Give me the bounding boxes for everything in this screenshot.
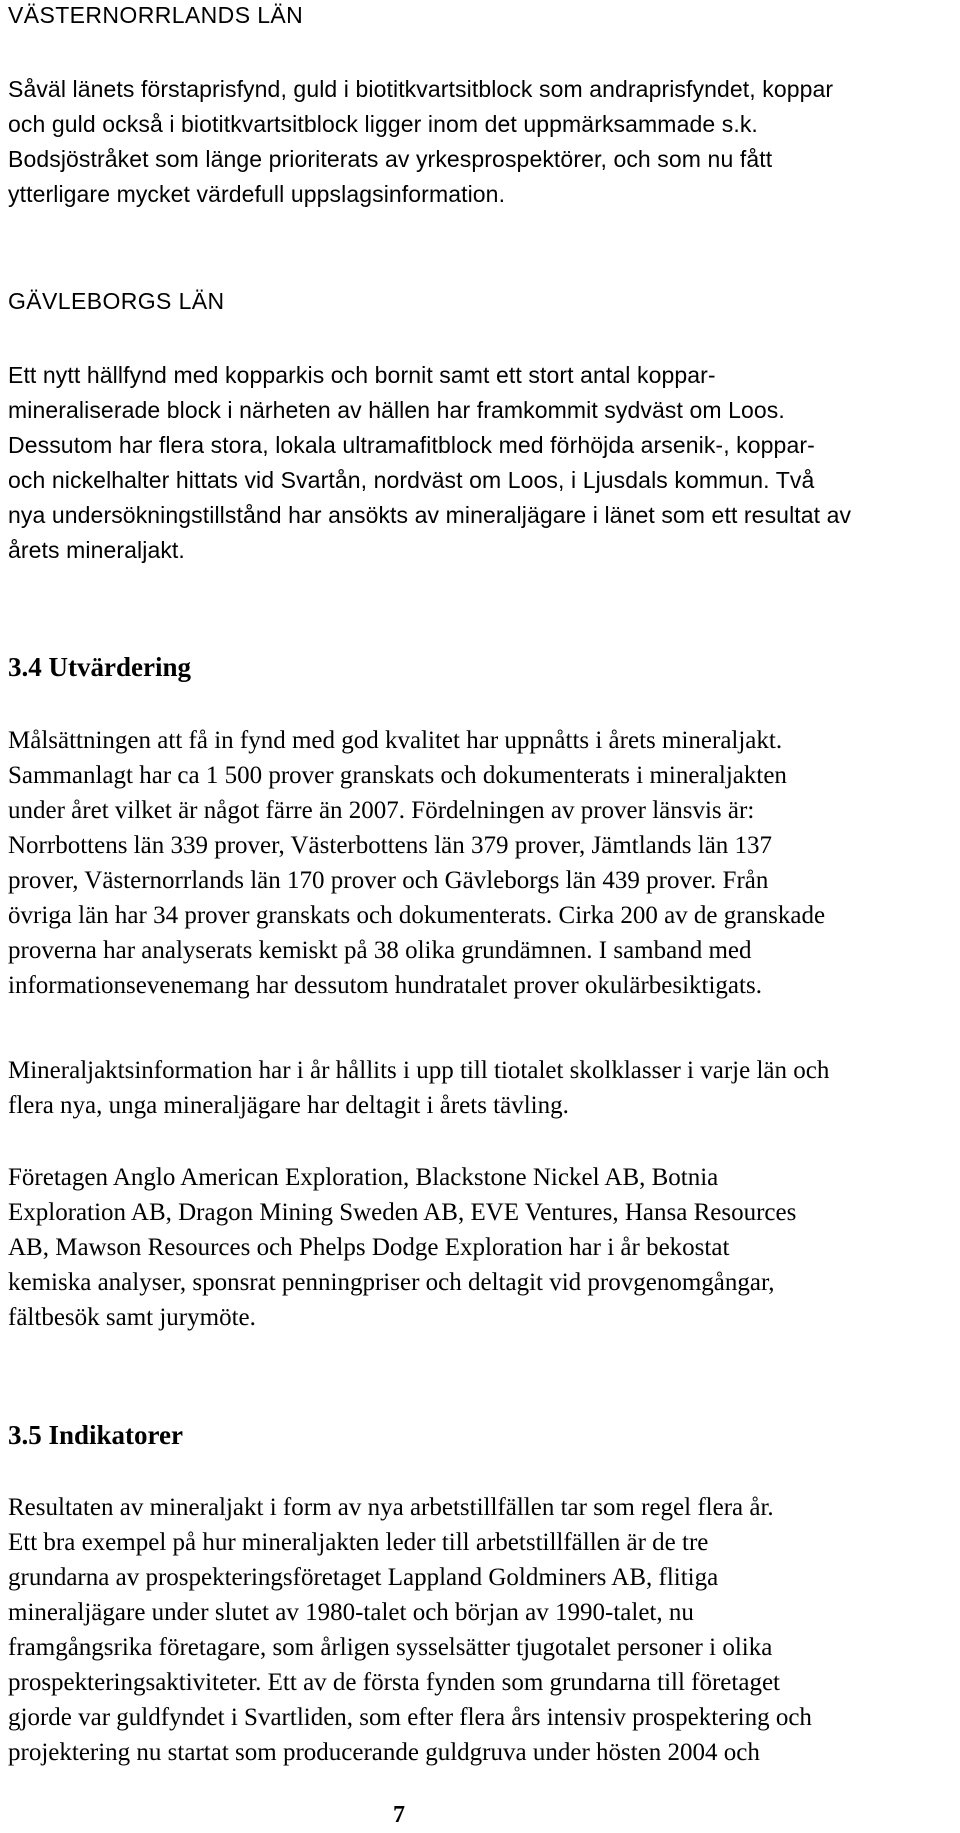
text-line: Resultaten av mineraljakt i form av nya arbetstillfällen tar som regel flera år. — [8, 1494, 774, 1521]
text-line: under året vilket är något färre än 2007. Fördelningen av prover länsvis är: — [8, 797, 755, 824]
gavleborg-paragraph — [8, 358, 851, 568]
text-line: gjorde var guldfyndet i Svartliden, som efter flera års intensiv prospektering och — [8, 1704, 812, 1731]
text-line: ytterligare mycket värdefull uppslagsinformation. — [8, 181, 506, 207]
page-number: 7 — [393, 1802, 405, 1828]
text-line: mineraliserade block i närheten av hällen har framkommit sydväst om Loos. — [8, 397, 785, 423]
text-line: fältbesök samt jurymöte. — [8, 1304, 256, 1331]
text-line: AB, Mawson Resources och Phelps Dodge Exploration har i år bekostat — [8, 1234, 730, 1261]
section-heading-utvardering: 3.4 Utvärdering — [8, 652, 191, 682]
text-line: Sammanlagt har ca 1 500 prover granskats och dokumenterats i mineraljakten — [8, 762, 787, 789]
utvardering-paragraph-1 — [8, 723, 825, 1003]
text-line: Ett nytt hällfynd med kopparkis och bornit samt ett stort antal koppar- — [8, 362, 716, 388]
text-line: prospekteringsaktiviteter. Ett av de första fynden som grundarna till företaget — [8, 1669, 780, 1696]
text-line: Ett bra exempel på hur mineraljakten leder till arbetstillfällen är de tre — [8, 1529, 709, 1556]
indikatorer-paragraph — [8, 1490, 812, 1770]
text-line: projektering nu startat som producerande guldgruva under hösten 2004 och — [8, 1739, 760, 1766]
text-line: framgångsrika företagare, som årligen sysselsätter tjugotalet personer i olika — [8, 1634, 773, 1661]
text-line: prover, Västernorrlands län 170 prover och Gävleborgs län 439 prover. Från — [8, 867, 769, 894]
text-line: övriga län har 34 prover granskats och dokumenterats. Cirka 200 av de granskade — [8, 902, 826, 929]
text-line: grundarna av prospekteringsföretaget Lappland Goldminers AB, flitiga — [8, 1564, 719, 1591]
text-line: och guld också i biotitkvartsitblock ligger inom det uppmärksammade s.k. — [8, 111, 758, 137]
text-line: mineraljägare under slutet av 1980-talet och början av 1990-talet, nu — [8, 1599, 694, 1626]
vasternorrland-paragraph — [8, 72, 833, 212]
text-line: Bodsjöstråket som länge prioriterats av yrkesprospektörer, och som nu fått — [8, 146, 773, 172]
section-heading-indikatorer: 3.5 Indikatorer — [8, 1420, 184, 1450]
text-line: Exploration AB, Dragon Mining Sweden AB, EVE Ventures, Hansa Resources — [8, 1199, 797, 1226]
utvardering-paragraph-3 — [8, 1160, 796, 1335]
text-line: Mineraljaktsinformation har i år hållits i upp till tiotalet skolklasser i varje län och — [8, 1057, 830, 1084]
utvardering-paragraph-2 — [8, 1053, 829, 1123]
section-heading-vasternorrland: VÄSTERNORRLANDS LÄN — [8, 2, 304, 28]
text-line: Målsättningen att få in fynd med god kvalitet har uppnåtts i årets mineraljakt. — [8, 727, 783, 754]
text-line: nya undersökningstillstånd har ansökts av mineraljägare i länet som ett resultat av — [8, 502, 852, 528]
text-line: flera nya, unga mineraljägare har deltagit i årets tävling. — [8, 1092, 569, 1119]
text-line: Såväl länets förstaprisfynd, guld i biotitkvartsitblock som andraprisfyndet, koppar — [8, 76, 834, 102]
text-line: proverna har analyserats kemiskt på 38 olika grundämnen. I samband med — [8, 937, 752, 964]
text-line: årets mineraljakt. — [8, 537, 185, 563]
text-line: Företagen Anglo American Exploration, Blackstone Nickel AB, Botnia — [8, 1164, 719, 1191]
text-line: och nickelhalter hittats vid Svartån, nordväst om Loos, i Ljusdals kommun. Två — [8, 467, 815, 493]
section-heading-gavleborg: GÄVLEBORGS LÄN — [8, 288, 225, 314]
text-line: kemiska analyser, sponsrat penningpriser och deltagit vid provgenomgångar, — [8, 1269, 775, 1296]
text-line: informationsevenemang har dessutom hundratalet prover okulärbesiktigats. — [8, 972, 762, 999]
text-line: Dessutom har flera stora, lokala ultramafitblock med förhöjda arsenik-, koppar- — [8, 432, 815, 458]
text-line: Norrbottens län 339 prover, Västerbottens län 379 prover, Jämtlands län 137 — [8, 832, 773, 859]
